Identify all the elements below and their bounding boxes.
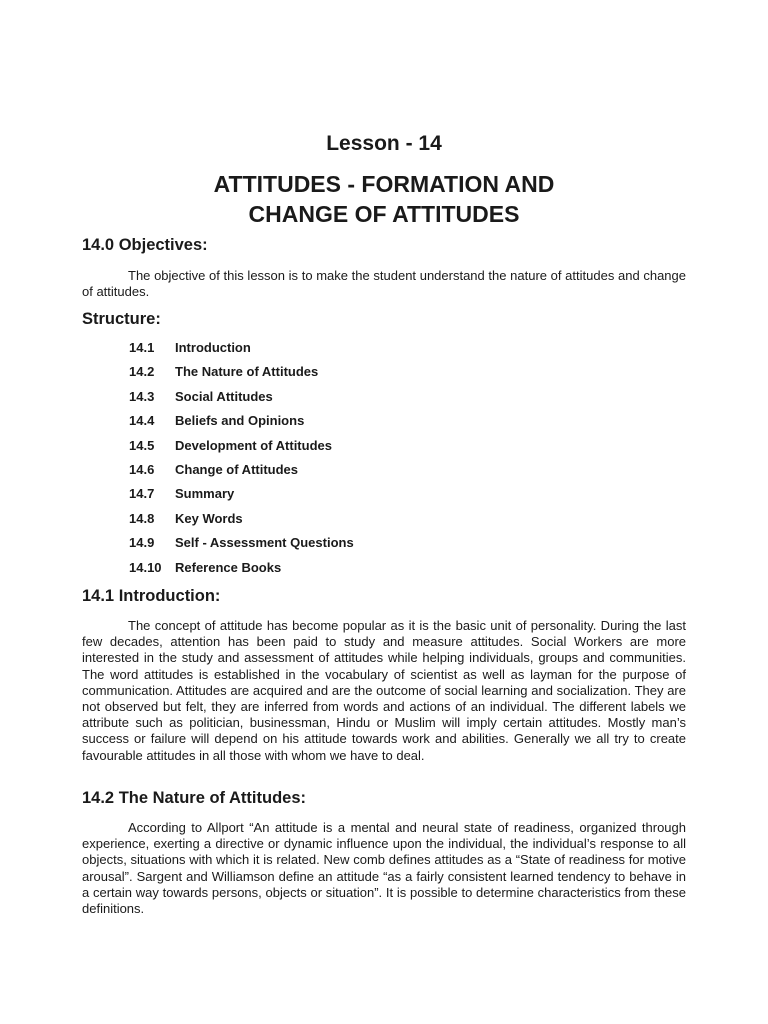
structure-item-label: Key Words [175, 510, 243, 526]
lesson-title-line2: CHANGE OF ATTITUDES [248, 201, 520, 227]
structure-item-number: 14.9 [129, 535, 155, 551]
structure-item-number: 14.6 [129, 461, 155, 477]
structure-item-number: 14.10 [129, 559, 162, 575]
structure-item-number: 14.7 [129, 486, 155, 502]
structure-item-number: 14.8 [129, 510, 155, 526]
structure-item-label: Development of Attitudes [175, 437, 332, 453]
structure-item-label: Summary [175, 486, 235, 502]
nature-paragraph: According to Allport “An attitude is a mental and neural state of readiness, organized through experience, exerting a directive or dynamic influence upon the individual, the individual’s response to all objects, situations with which it is related. New comb defines attitudes as a “State of readiness for motive arousal”. Sargent and Williamson define an attitude “as a fairly consistent learned tendency to behave in a certain way towards persons, objects or situation”. It is possible to determine characteristics from these definitions. [82, 820, 686, 917]
structure-item-number: 14.5 [129, 437, 155, 453]
lesson-title [82, 169, 686, 229]
introduction-heading: 14.1 Introduction: [82, 587, 221, 605]
structure-item [129, 364, 354, 388]
structure-item-label: Reference Books [175, 559, 282, 575]
structure-item-label: Social Attitudes [175, 388, 273, 404]
structure-list [129, 340, 354, 584]
structure-item [129, 535, 354, 559]
structure-item-label: Beliefs and Opinions [175, 413, 305, 429]
structure-item-number: 14.4 [129, 413, 155, 429]
lesson-label: Lesson - 14 [326, 132, 442, 155]
structure-item [129, 511, 354, 535]
structure-item-label: Self - Assessment Questions [175, 535, 354, 551]
structure-heading: Structure: [82, 310, 161, 328]
structure-item [129, 462, 354, 486]
structure-item-number: 14.2 [129, 364, 155, 380]
objectives-heading: 14.0 Objectives: [82, 236, 208, 254]
structure-item [129, 560, 354, 584]
structure-item-label: Introduction [175, 340, 251, 355]
structure-item-number: 14.1 [129, 340, 155, 355]
nature-heading: 14.2 The Nature of Attitudes: [82, 789, 306, 807]
lesson-title-line1: ATTITUDES - FORMATION AND [213, 171, 555, 197]
structure-item-label: Change of Attitudes [175, 461, 299, 477]
structure-item [129, 413, 354, 437]
structure-item-number: 14.3 [129, 388, 155, 404]
introduction-paragraph: The concept of attitude has become popular as it is the basic unit of personality. During the last few decades, attention has been paid to study and measure attitudes. Social Workers are more interested in the study and assessment of attitudes while helping individuals, groups and communities. The word attitudes is established in the vocabulary of scientist as well as layman for the purpose of communication. Attitudes are acquired and are the outcome of social learning and socialization. They are not observed but felt, they are inferred from words and actions of an individual. The different labels we attribute such as politician, businessman, Hindu or Muslim will imply certain attitudes. Mostly man’s success or failure will depend on his attitude towards work and abilities. Generally we all try to create favourable attitudes in all those with whom we have to deal. [82, 618, 686, 763]
structure-item [129, 486, 354, 510]
objectives-paragraph: The objective of this lesson is to make the student understand the nature of attitudes and change of attitudes. [82, 268, 686, 300]
structure-item-label: The Nature of Attitudes [175, 364, 319, 380]
structure-item [129, 438, 354, 462]
structure-item [129, 389, 354, 413]
structure-item [129, 340, 354, 364]
